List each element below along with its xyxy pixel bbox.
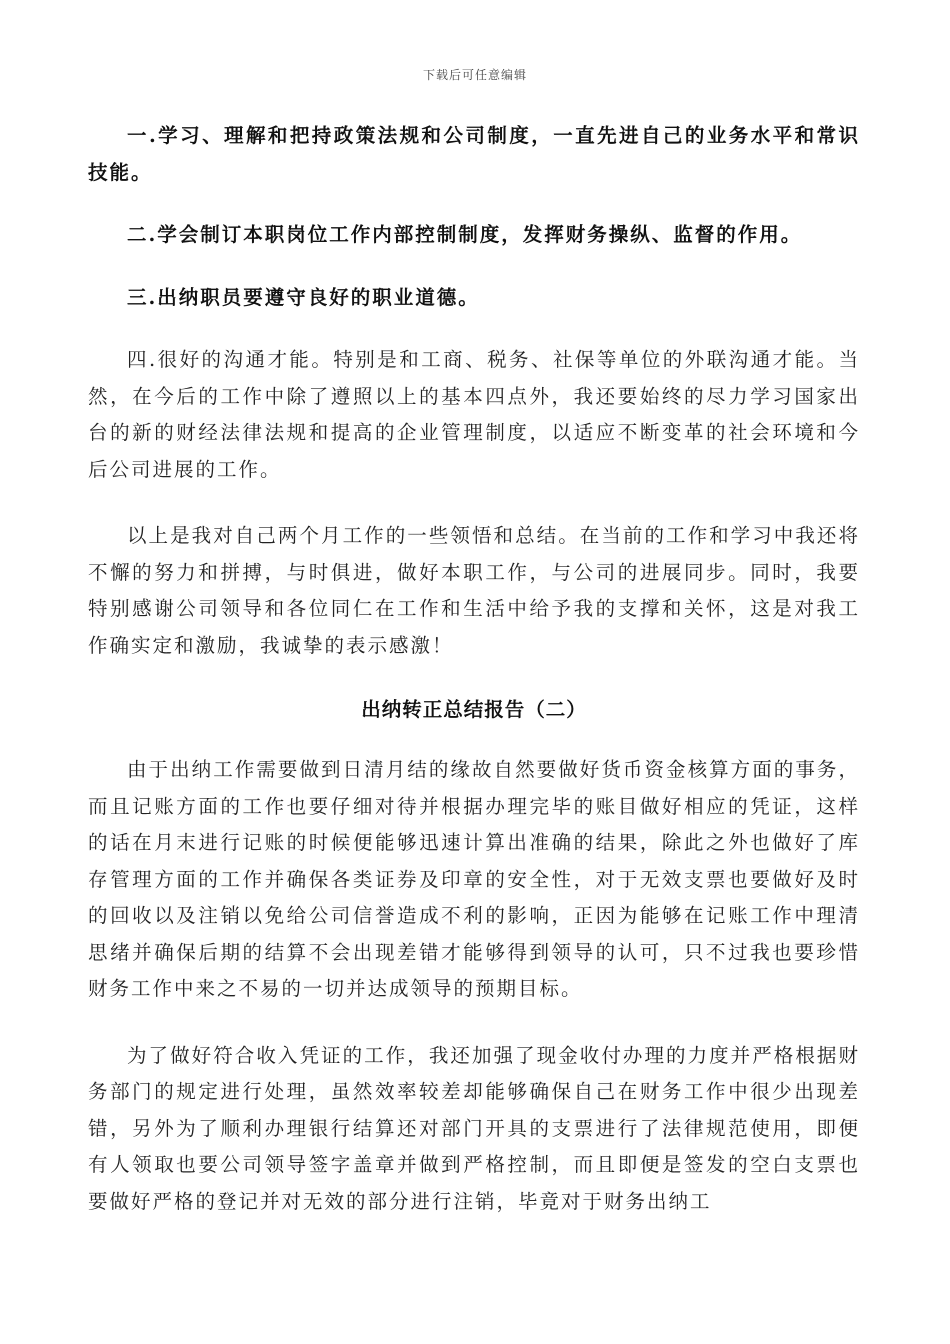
section-title: 出纳转正总结报告（二） (361, 698, 587, 721)
paragraph-point-four: 四.很好的沟通才能。特别是和工商、税务、社保等单位的外联沟通才能。当然，在今后的工作中除了遵照以上的基本四点外，我还要始终的尽力学习国家出台的新的财经法律法规和提高的企业管理制度，以适应不断变革的社会环境和今后公司进展的工作。 (88, 348, 860, 481)
paragraph-conclusion: 以上是我对自己两个月工作的一些领悟和总结。在当前的工作和学习中我还将不懈的努力和拼搏，与时俱进，做好本职工作，与公司的进展同步。同时，我要特别感谢公司领导和各位同仁在工作和生活中给予我的支撑和关怀，这是对我工作确实定和激励，我诚挚的表示感激！ (88, 524, 860, 657)
paragraph-report-two: 为了做好符合收入凭证的工作，我还加强了现金收付办理的力度并严格根据财务部门的规定进行处理，虽然效率较差却能够确保自己在财务工作中很少出现差错，另外为了顺利办理银行结算还对部门开具的支票进行了法律规范使用，即便有人领取也要公司领导签字盖章并做到严格控制，而且即便是签发的空白支票也要做好严格的登记并对无效的部分进行注销，毕竟对于财务出纳工 (88, 1043, 860, 1213)
paragraph-point-one: 一.学习、理解和把持政策法规和公司制度，一直先进自己的业务水平和常识技能。 (88, 124, 860, 184)
paragraph-report-one: 由于出纳工作需要做到日清月结的缘故自然要做好货币资金核算方面的事务，而且记账方面的工作也要仔细对待并根据办理完毕的账目做好相应的凭证，这样的话在月末进行记账的时候便能够迅速计算出准确的结果，除此之外也做好了库存管理方面的工作并确保各类证券及印章的安全性，对于无效支票也要做好及时的回收以及注销以免给公司信誉造成不利的影响，正因为能够在记账工作中理清思绪并确保后期的结算不会出现差错才能够得到领导的认可，只不过我也要珍惜财务工作中来之不易的一切并达成领导的预期目标。 (88, 758, 860, 1000)
paragraph-point-three: 三.出纳职员要遵守良好的职业道德。 (127, 285, 480, 309)
page-header: 下载后可任意编辑 (422, 68, 527, 82)
paragraph-point-two: 二.学会制订本职岗位工作内部控制制度，发挥财务操纵、监督的作用。 (127, 223, 803, 246)
document-body (88, 118, 860, 1220)
